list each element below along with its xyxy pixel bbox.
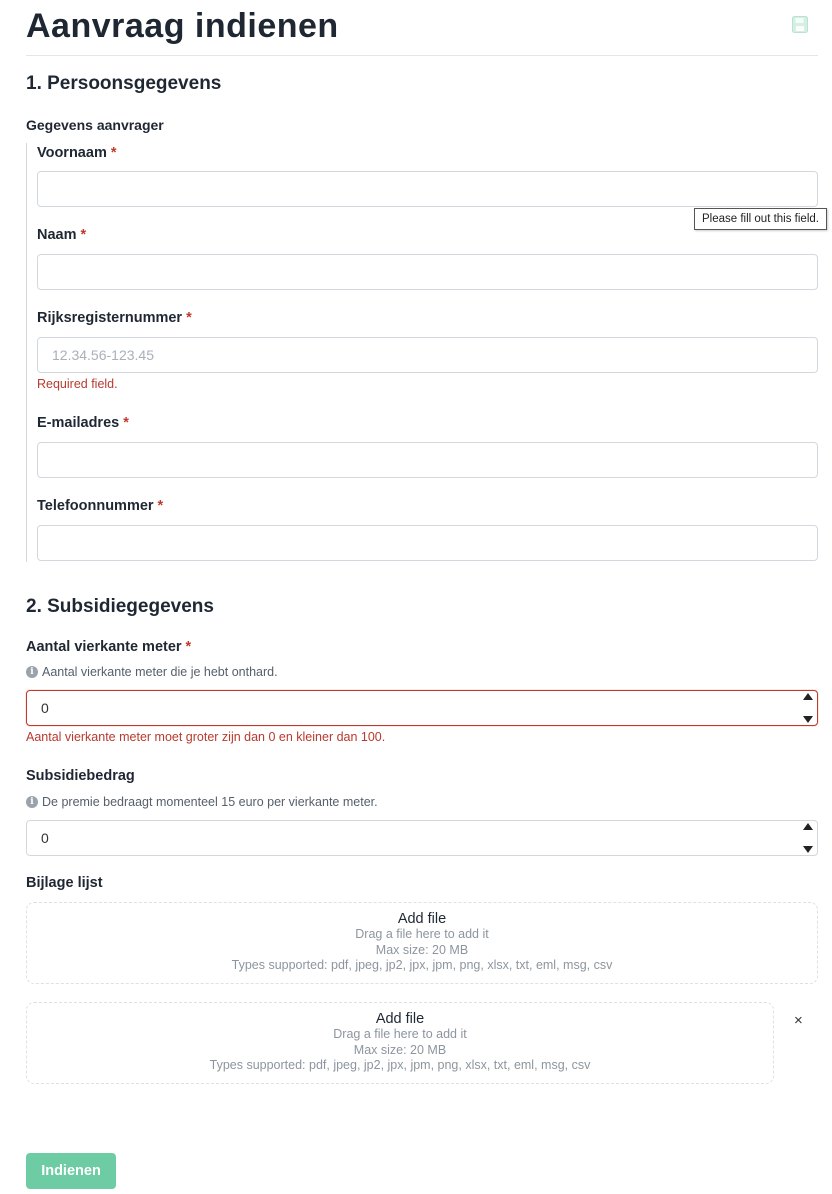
label-voornaam: Voornaam * [37, 145, 117, 161]
label-subsidiebedrag: Subsidiebedrag [26, 768, 135, 784]
vierkante-meter-hint [26, 665, 278, 679]
validation-tooltip: Please fill out this field. [694, 208, 827, 230]
required-marker: * [110, 145, 117, 161]
add-file-title: Add file [375, 1011, 425, 1027]
max-size: Max size: 20 MB [375, 942, 469, 957]
page-title: Aanvraag indienen [26, 7, 339, 45]
subsidiebedrag-hint [26, 795, 378, 809]
required-marker: * [157, 498, 164, 514]
info-icon: i [26, 796, 38, 808]
submit-button[interactable]: Indienen [26, 1153, 116, 1189]
required-marker: * [186, 310, 192, 326]
spin-down-icon[interactable] [803, 846, 813, 853]
vierkante-meter-error: Aantal vierkante meter moet groter zijn dan 0 en kleiner dan 100. [26, 730, 386, 744]
spin-up-icon[interactable] [803, 693, 813, 700]
drag-hint: Drag a file here to add it [355, 927, 489, 941]
label-naam: Naam * [37, 227, 87, 243]
voornaam-input[interactable] [37, 171, 818, 207]
section-title-subsidiegegevens: 2. Subsidiegegevens [26, 596, 214, 617]
save-icon[interactable] [792, 16, 808, 33]
spin-up-icon[interactable] [803, 823, 813, 830]
label-telefoonnummer: Telefoonnummer * [37, 498, 164, 514]
vierkante-meter-input[interactable] [26, 690, 818, 726]
naam-input[interactable] [37, 254, 818, 290]
label-vierkante-meter: Aantal vierkante meter * [26, 639, 192, 655]
drag-hint: Drag a file here to add it [333, 1027, 467, 1041]
info-icon: i [26, 666, 38, 678]
vierkante-meter-field [26, 690, 818, 726]
subsidiebedrag-input[interactable] [26, 820, 818, 856]
hint-text: Aantal vierkante meter die je hebt onthard. [42, 665, 278, 679]
section-title-persoonsgegevens: 1. Persoonsgegevens [26, 73, 222, 94]
file-dropzone-1[interactable] [26, 902, 818, 984]
add-file-title: Add file [397, 911, 447, 927]
types-supported: Types supported: pdf, jpeg, jp2, jpx, jpm, png, xlsx, txt, eml, msg, csv [231, 958, 613, 972]
telefoonnummer-input[interactable] [37, 525, 818, 561]
types-supported: Types supported: pdf, jpeg, jp2, jpx, jpm, png, xlsx, txt, eml, msg, csv [209, 1058, 591, 1072]
label-bijlage-lijst: Bijlage lijst [26, 875, 103, 891]
subsidiebedrag-field [26, 820, 818, 856]
required-marker: * [185, 639, 192, 655]
hint-text: De premie bedraagt momenteel 15 euro per vierkante meter. [42, 795, 378, 809]
required-marker: * [80, 227, 87, 243]
group-title-aanvrager: Gegevens aanvrager [26, 117, 164, 133]
rijksregisternummer-error: Required field. [37, 377, 118, 391]
spin-down-icon[interactable] [803, 716, 813, 723]
required-marker: * [123, 415, 129, 431]
file-dropzone-2[interactable] [26, 1002, 774, 1084]
max-size: Max size: 20 MB [353, 1042, 447, 1057]
number-spinner [800, 693, 816, 723]
remove-file-icon[interactable]: × [794, 1012, 803, 1029]
fieldset-border [26, 143, 27, 562]
email-input[interactable] [37, 442, 818, 478]
label-rijksregisternummer: Rijksregisternummer * [37, 310, 192, 326]
label-emailadres: E-mailadres * [37, 415, 129, 431]
rijksregisternummer-input[interactable] [37, 337, 818, 373]
number-spinner [800, 823, 816, 853]
title-row [26, 4, 818, 56]
